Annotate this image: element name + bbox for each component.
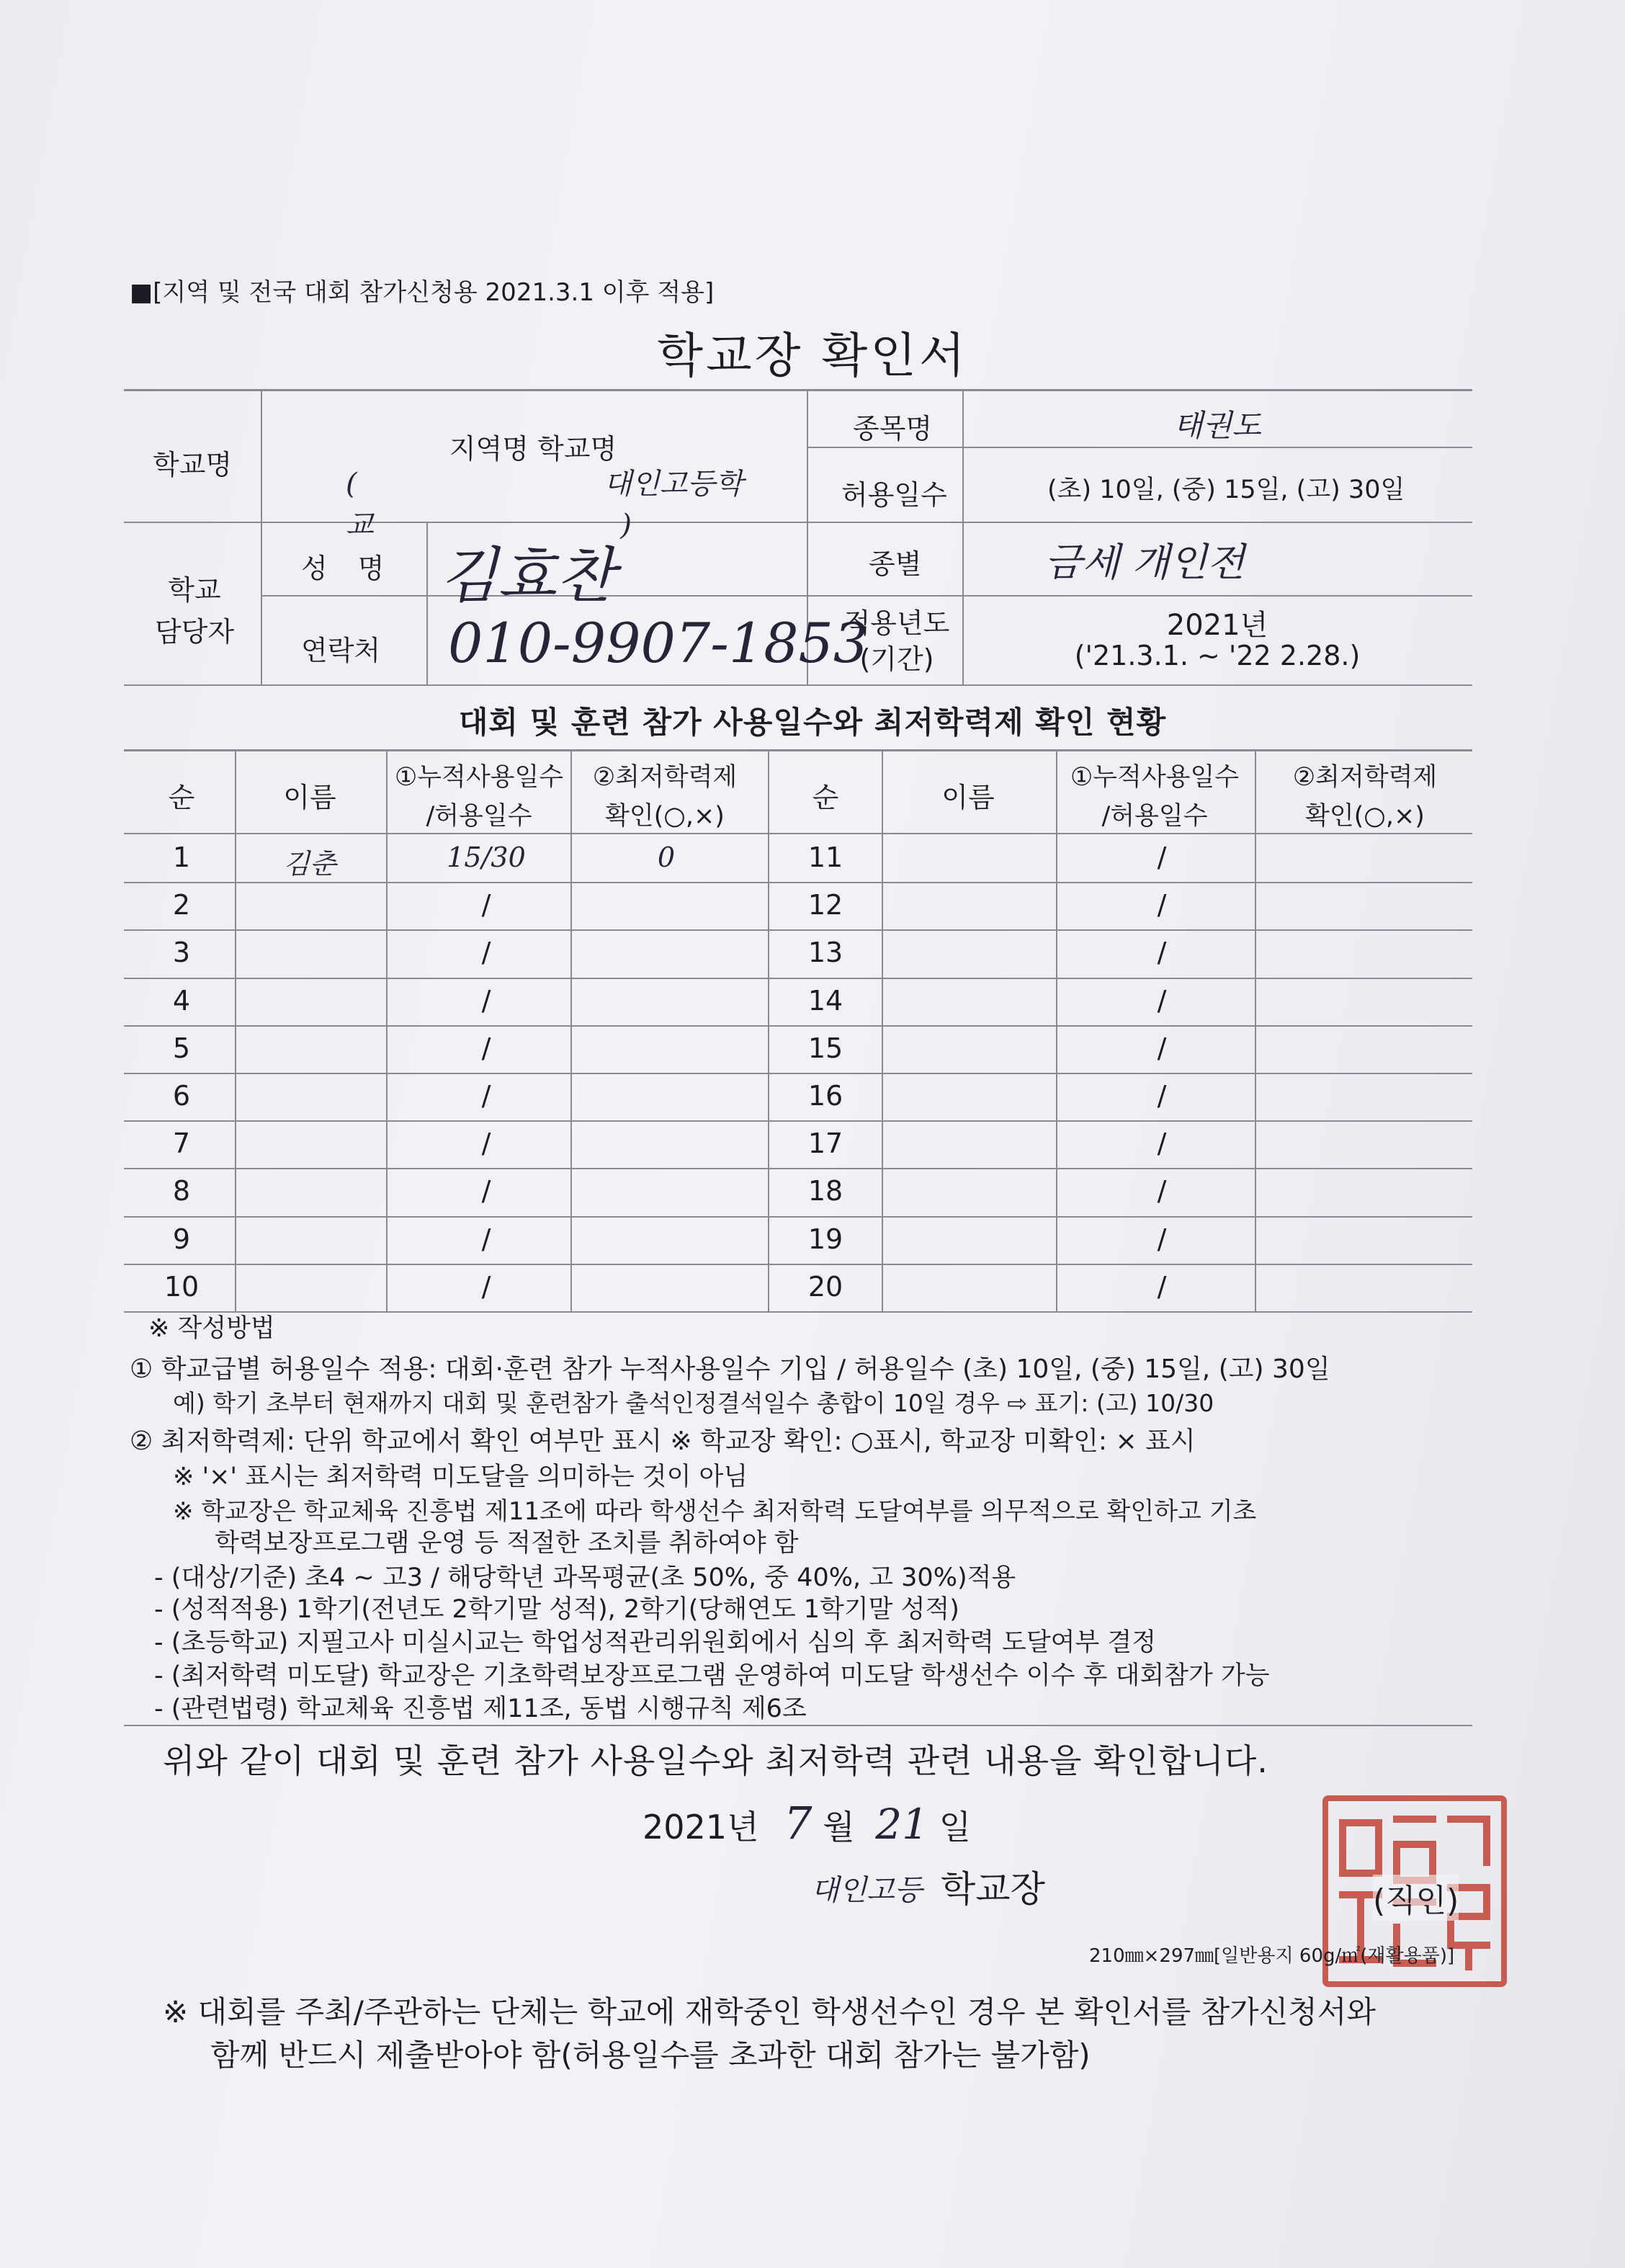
paper-spec: 210㎜×297㎜[일반용지 60g/㎡(재활용품)] xyxy=(1089,1945,1455,1967)
header-check: ②최저학력제 확인(○,×) xyxy=(1292,763,1438,831)
document-title: 학교장 확인서 xyxy=(657,328,968,383)
table-title: 대회 및 훈련 참가 사용일수와 최저학력제 확인 현황 xyxy=(458,705,1167,740)
cell-no: 3 xyxy=(172,937,191,969)
rule xyxy=(124,882,768,883)
cell-days: / xyxy=(481,1270,491,1303)
event-value: 태권도 xyxy=(1173,408,1261,443)
cell-days: / xyxy=(1157,1223,1167,1255)
cell-no: 6 xyxy=(172,1080,191,1112)
note-line: - (초등학교) 지필고사 미실시교는 학업성적관리위원회에서 심의 후 최저학력 도달여부 결정 xyxy=(154,1628,1157,1657)
cell-days: / xyxy=(1157,889,1167,921)
cell-no: 9 xyxy=(172,1223,191,1255)
contact-person-label: 학교 담당자 xyxy=(154,574,235,648)
cell-no: 13 xyxy=(807,937,843,969)
cell-no: 8 xyxy=(172,1175,191,1207)
cell-days: / xyxy=(1157,1080,1167,1112)
rule xyxy=(124,1264,768,1265)
event-label: 종목명 xyxy=(853,413,933,445)
rule xyxy=(124,522,1472,523)
school-value: ( 대인고등학교 ) xyxy=(346,468,743,542)
cell-days: / xyxy=(1157,1032,1167,1064)
signature-school: 대인고등 xyxy=(811,1874,923,1907)
rule xyxy=(769,1264,1472,1265)
cell-days: / xyxy=(1157,984,1167,1017)
cell-days: / xyxy=(1157,1270,1167,1303)
allowed-days-value: (초) 10일, (중) 15일, (고) 30일 xyxy=(1047,476,1405,504)
cell-no: 20 xyxy=(807,1270,843,1303)
confirmation-statement: 위와 같이 대회 및 훈련 참가 사용일수와 최저학력 관련 내용을 확인합니다. xyxy=(163,1741,1268,1780)
cell-days: / xyxy=(1157,1175,1167,1207)
cell-no: 4 xyxy=(172,984,191,1017)
date-day-unit: 일 xyxy=(939,1808,972,1847)
cell-no: 19 xyxy=(807,1223,843,1255)
rule xyxy=(124,1216,768,1218)
rule xyxy=(124,1311,1472,1313)
period-value: ('21.3.1. ~ '22 2.28.) xyxy=(1074,640,1361,671)
date-year: 2021년 xyxy=(643,1808,759,1847)
rule xyxy=(769,1216,1472,1218)
rule xyxy=(768,749,769,1311)
footer-note: 함께 반드시 제출받아야 함(허용일수를 초과한 대회 참가는 불가함) xyxy=(210,2037,1091,2073)
name-label: 성 명 xyxy=(301,553,385,584)
cell-no: 11 xyxy=(807,841,843,873)
rule xyxy=(124,929,768,931)
cell-no: 18 xyxy=(807,1175,843,1207)
cell-days: / xyxy=(1157,937,1167,969)
cell-days: / xyxy=(481,1080,491,1112)
rule xyxy=(882,749,883,1311)
cell-no: 1 xyxy=(172,841,191,873)
seal-label: (직인) xyxy=(1373,1875,1459,1921)
date-day: 21 xyxy=(875,1800,929,1849)
rule xyxy=(124,1120,768,1122)
rule xyxy=(124,1025,768,1027)
cell-no: 16 xyxy=(807,1080,843,1112)
note-line: - (성적적용) 1학기(전년도 2학기말 성적), 2학기(당해연도 1학기말 성적) xyxy=(154,1595,959,1624)
cell-check: 0 xyxy=(657,841,676,873)
note-line: ※ '×' 표시는 최저학력 미도달을 의미하는 것이 아님 xyxy=(173,1463,748,1491)
form-caption: ■[지역 및 전국 대회 참가신청용 2021.3.1 이후 적용] xyxy=(130,278,715,307)
rule xyxy=(426,523,428,684)
cell-no: 10 xyxy=(164,1270,200,1303)
note-line: 예) 학기 초부터 현재까지 대회 및 훈련참가 출석인정결석일수 총합이 10일 경우 ⇨ 표기: (고) 10/30 xyxy=(173,1389,1214,1417)
cell-no: 15 xyxy=(807,1032,843,1064)
note-line: - (최저학력 미도달) 학교장은 기초학력보장프로그램 운영하여 미도달 학생선수 이수 후 대회참가 가능 xyxy=(154,1661,1270,1690)
rule xyxy=(124,684,1472,686)
header-days: ①누적사용일수 /허용일수 xyxy=(1070,763,1240,831)
rule xyxy=(235,749,236,1311)
cell-days: / xyxy=(481,1223,491,1255)
rule xyxy=(769,929,1472,931)
cell-no: 17 xyxy=(807,1128,843,1160)
rule xyxy=(769,978,1472,979)
allowed-days-label: 허용일수 xyxy=(841,479,947,511)
name-value: 김효찬 xyxy=(439,540,615,611)
seal-text xyxy=(1328,1801,1329,1802)
note-line: - (대상/기준) 초4 ~ 고3 / 해당학년 과목평균(초 50%, 중 40%, 고 30%)적용 xyxy=(154,1563,1016,1592)
year-label: 적용년도 (기간) xyxy=(843,607,950,675)
rule xyxy=(386,749,388,1311)
header-days: ①누적사용일수 /허용일수 xyxy=(394,763,564,831)
school-label: 학교명 xyxy=(153,449,233,481)
category-value: 금세 개인전 xyxy=(1044,540,1245,585)
date-line xyxy=(643,1797,971,1849)
note-heading: ※ 작성방법 xyxy=(148,1314,275,1343)
cell-days: / xyxy=(481,889,491,921)
phone-label: 연락처 xyxy=(301,635,381,666)
date-month: 7 xyxy=(784,1797,812,1849)
cell-days: / xyxy=(481,1175,491,1207)
rule xyxy=(769,1073,1472,1074)
cell-days: / xyxy=(1157,1128,1167,1160)
cell-no: 12 xyxy=(807,889,843,921)
rule xyxy=(769,1025,1472,1027)
cell-no: 7 xyxy=(172,1128,191,1160)
rule xyxy=(124,1073,768,1074)
rule xyxy=(807,447,1472,448)
cell-days: 15/30 xyxy=(447,841,526,873)
rule xyxy=(124,389,1472,391)
rule xyxy=(261,389,262,684)
school-sub-label: 지역명 학교명 xyxy=(449,433,617,465)
rule xyxy=(124,978,768,979)
footer-note: ※ 대회를 주최/주관하는 단체는 학교에 재학중인 학생선수인 경우 본 확인서를 참가신청서와 xyxy=(163,1994,1376,2030)
cell-name: 김춘 xyxy=(283,848,336,880)
note-line: - (관련법령) 학교체육 진흥법 제11조, 동법 시행규칙 제6조 xyxy=(154,1695,807,1723)
note-line: ② 최저학력제: 단위 학교에서 확인 여부만 표시 ※ 학교장 확인: ○표시, 학교장 미확인: × 표시 xyxy=(130,1427,1196,1456)
rule xyxy=(124,1725,1472,1726)
note-line: 학력보장프로그램 운영 등 적절한 조치를 취하여야 함 xyxy=(215,1529,799,1558)
note-line: ① 학교급별 허용일수 적용: 대회·훈련 참가 누적사용일수 기입 / 허용일수 (초) 10일, (중) 15일, (고) 30일 xyxy=(130,1354,1330,1384)
header-name: 이름 xyxy=(941,782,995,813)
rule xyxy=(769,1120,1472,1122)
note-line: ※ 학교장은 학교체육 진흥법 제11조에 따라 학생선수 최저학력 도달여부를 의무적으로 확인하고 기초 xyxy=(173,1497,1257,1526)
cell-days: / xyxy=(481,1128,491,1160)
cell-days: / xyxy=(1157,841,1167,873)
cell-days: / xyxy=(481,937,491,969)
cell-no: 14 xyxy=(807,984,843,1017)
cell-days: / xyxy=(481,1032,491,1064)
header-no: 순 xyxy=(812,782,839,813)
year-value: 2021년 xyxy=(1166,609,1268,642)
rule xyxy=(769,1168,1472,1169)
date-month-unit: 월 xyxy=(823,1808,855,1847)
cell-days: / xyxy=(481,984,491,1017)
header-name: 이름 xyxy=(283,782,336,813)
cell-no: 2 xyxy=(172,889,191,921)
header-no: 순 xyxy=(168,782,195,813)
header-check: ②최저학력제 확인(○,×) xyxy=(592,763,738,831)
cell-no: 5 xyxy=(172,1032,191,1064)
rule xyxy=(124,1168,768,1169)
category-label: 종별 xyxy=(869,548,922,580)
phone-value: 010-9907-1853 xyxy=(448,611,869,675)
signature-title: 학교장 xyxy=(941,1868,1045,1910)
rule xyxy=(769,882,1472,883)
rule xyxy=(1056,749,1057,1311)
rule xyxy=(124,749,1472,751)
